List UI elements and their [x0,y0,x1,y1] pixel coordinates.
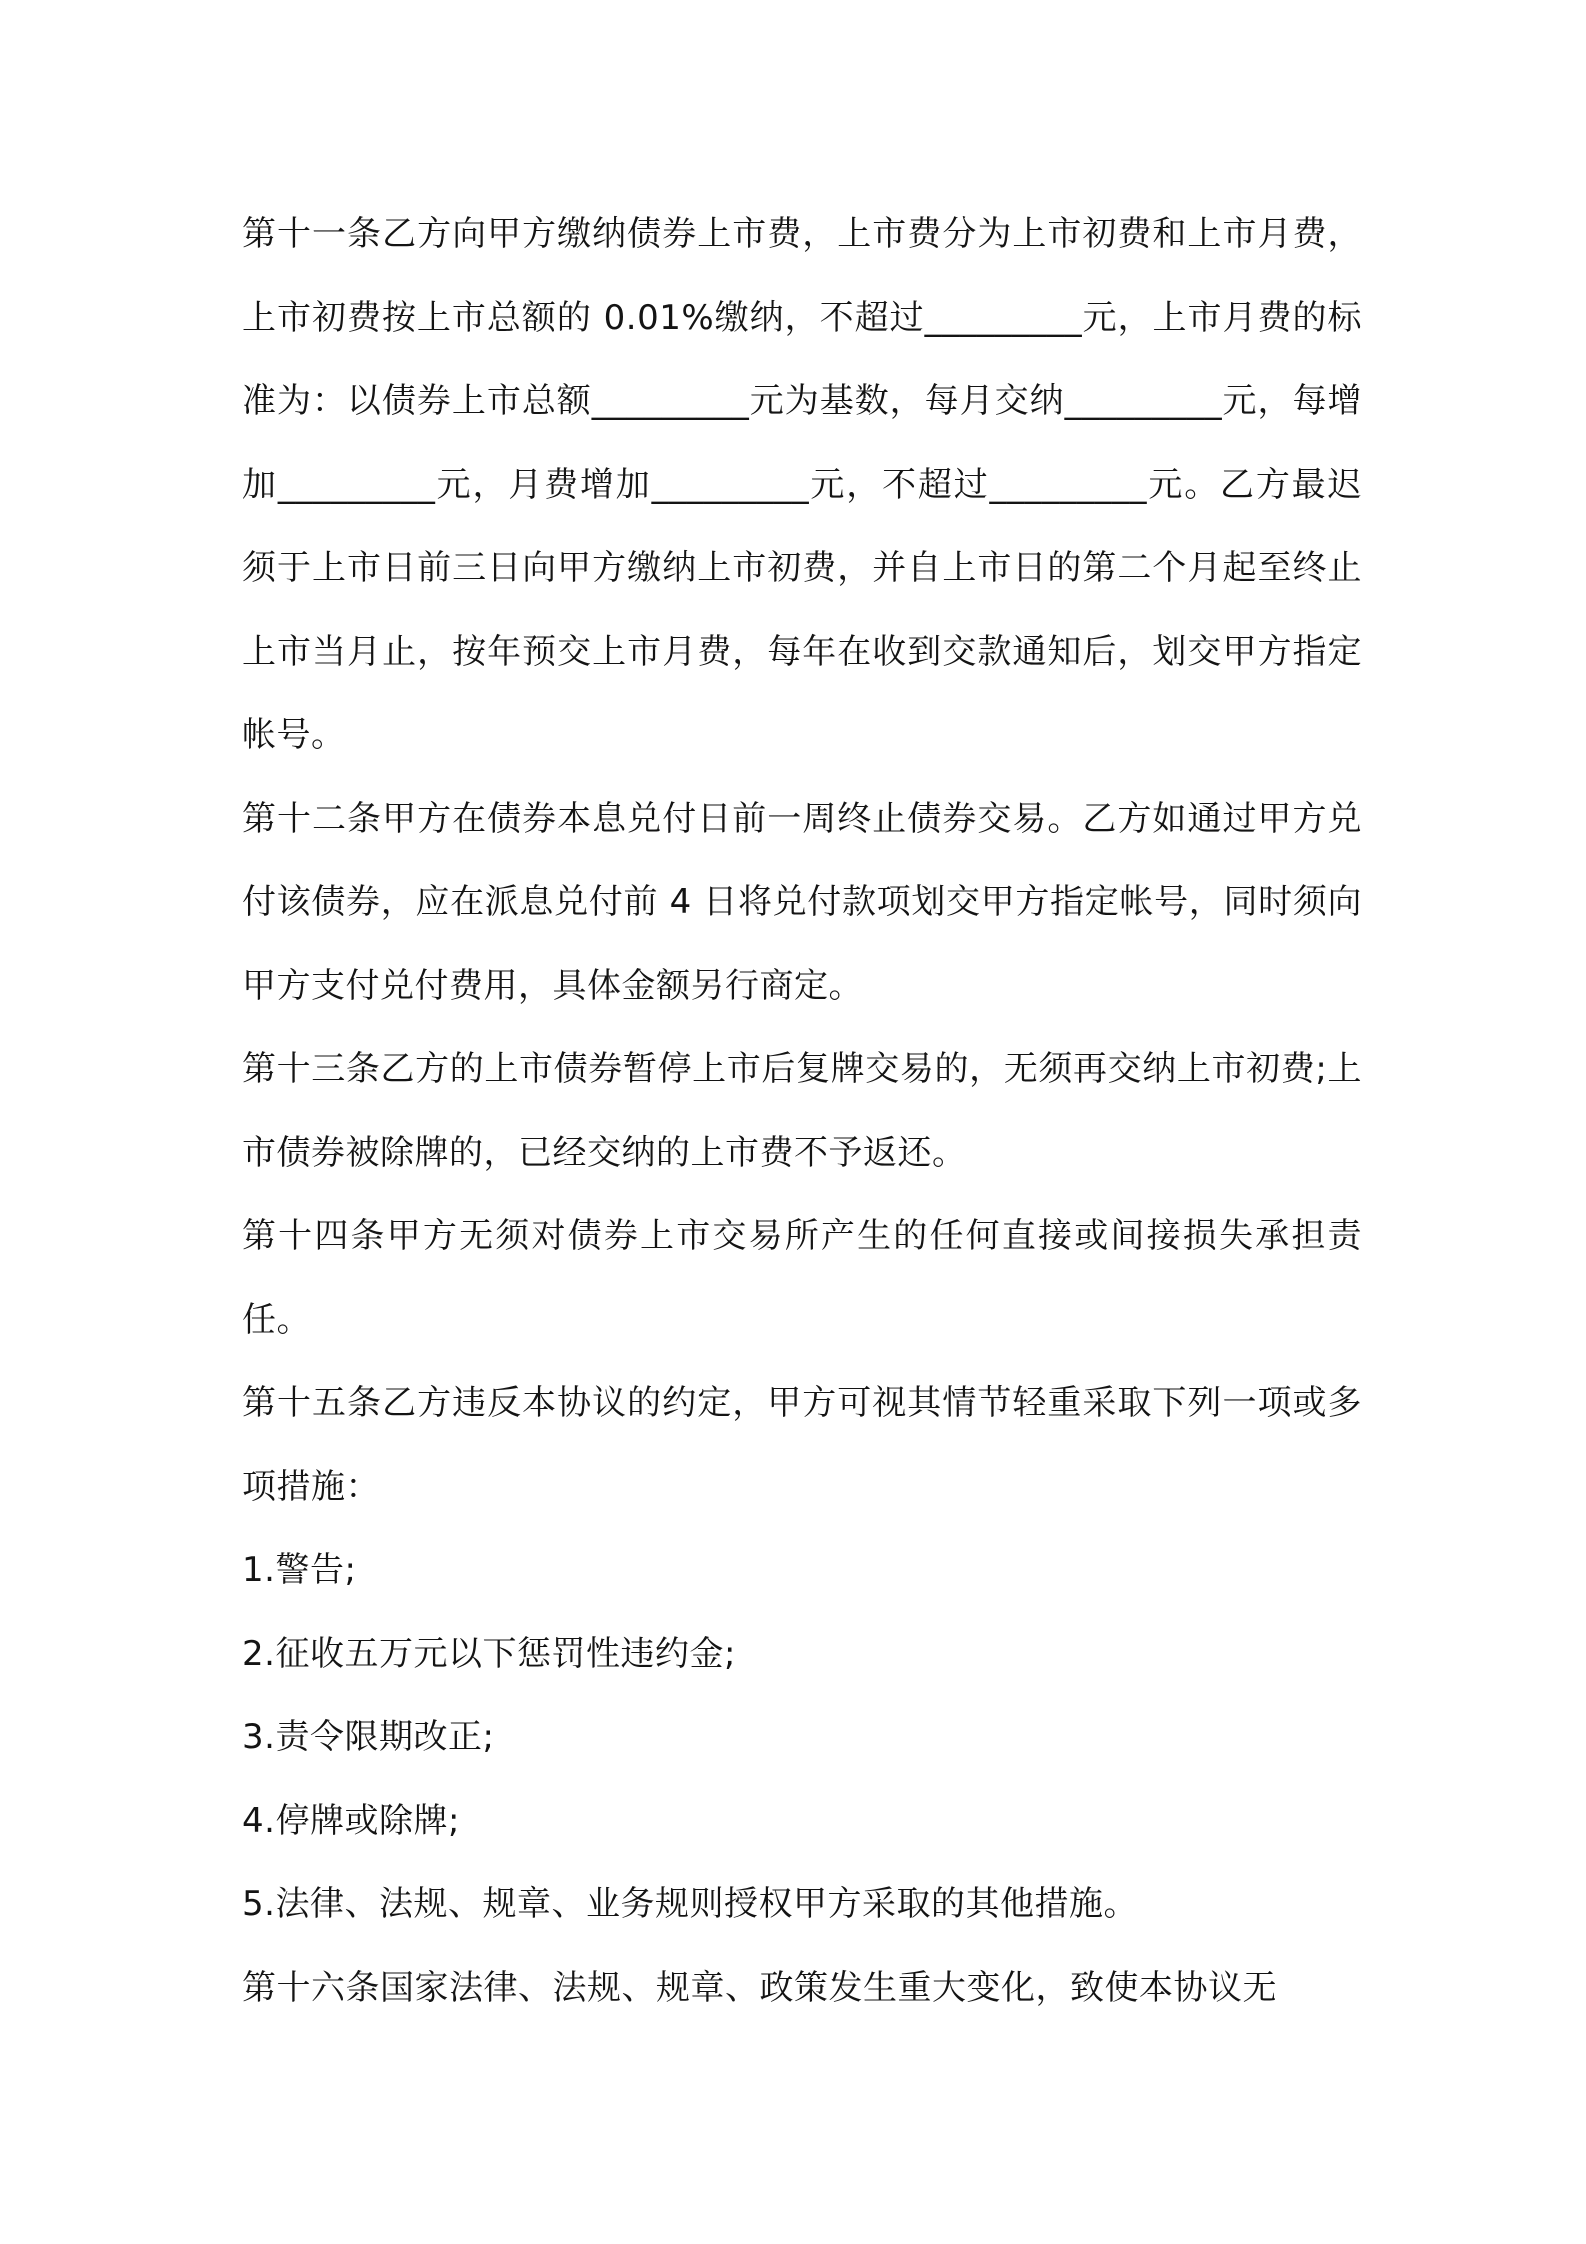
measure-5: 5.法律、法规、规章、业务规则授权甲方采取的其他措施。 [242,1884,1138,1924]
measure-4: 4.停牌或除牌; [242,1800,460,1841]
clause-13: 第十三条乙方的上市债券暂停上市后复牌交易的，无须再交纳上市初费;上市债券被除牌的，已经交纳的上市费不予返还。 [242,1049,1362,1173]
clause-15: 第十五条乙方违反本协议的约定，甲方可视其情节轻重采取下列一项或多项措施： [242,1383,1362,1507]
document-body [242,193,1362,2030]
clause-14: 第十四条甲方无须对债券上市交易所产生的任何直接或间接损失承担责任。 [242,1216,1362,1340]
measure-3: 3.责令限期改正; [242,1717,495,1757]
clause-16: 第十六条国家法律、法规、规章、政策发生重大变化，致使本协议无 [242,1967,1277,2008]
clause-12: 第十二条甲方在债券本息兑付日前一周终止债券交易。乙方如通过甲方兑付该债券，应在派息兑付前 4 日将兑付款项划交甲方指定帐号，同时须向甲方支付兑付费用，具体金额另行商定。 [242,798,1362,1006]
measure-2: 2.征收五万元以下惩罚性违约金; [242,1633,736,1674]
measure-1: 1.警告; [242,1550,357,1590]
clause-11: 第十一条乙方向甲方缴纳债券上市费，上市费分为上市初费和上市月费，上市初费按上市总额的 0.01%缴纳，不超过_________元，上市月费的标准为：以债券上市总额_________元为基数，每月交纳_________元，每增加_________元，月费增加_________元，不超过_________元。乙方最迟须于上市日前三日向甲方缴纳上市初费，并自上市日的第二个月起至终止上市当月止，按年预交上市月费，每年在收到交款通知后，划交甲方指定帐号。 [242,214,1362,755]
